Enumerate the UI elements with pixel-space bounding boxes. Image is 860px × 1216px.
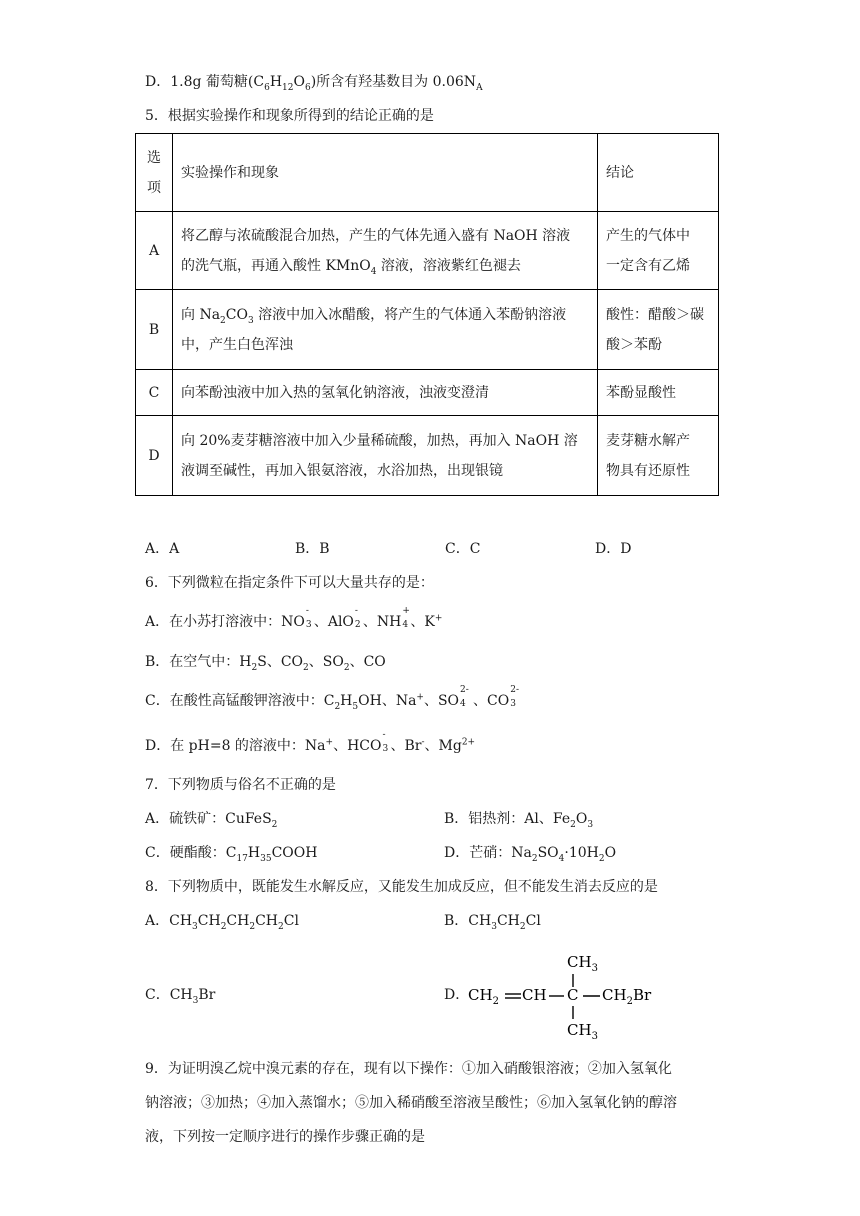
q9-stem-line-3: 液，下列按一定顺序进行的操作步骤正确的是 (145, 1129, 425, 1145)
q8-option-d[interactable]: D． (444, 987, 470, 1003)
q6-option-c[interactable]: C．在酸性高锰酸钾溶液中：$C_2H_5OH$、Na+、SO 2- 4 、CO 2- 3 (145, 685, 520, 712)
q8-stem: 8．下列物质中，既能发生水解反应，又能发生加成反应，但不能发生消去反应的是 (145, 879, 658, 895)
row-conclusion: 麦芽糖水解产 物具有还原性 (598, 416, 719, 496)
q8-option-c[interactable]: C．$CH_3Br$ (145, 987, 216, 1006)
struct-ch2: $CH_2$ (468, 986, 499, 1007)
row-option: D (136, 416, 173, 496)
row-operation: 向苯酚浊液中加入热的氢氧化钠溶液，浊液变澄清 (173, 370, 598, 416)
struct-ch2br: $CH_2Br$ (602, 986, 652, 1007)
q6-option-b[interactable]: B．在空气中：$H_2S$、$CO_2$、$SO_2$、CO (145, 654, 386, 673)
header-option: 选 项 (136, 134, 173, 212)
row-conclusion: 产生的气体中 一定含有乙烯 (598, 212, 719, 290)
q7-option-a[interactable]: A．硫铁矿：CuFeS$_2$ (145, 811, 278, 830)
q7-option-c[interactable]: C．硬酯酸：$C_{17}H_{35}COOH$ (145, 845, 318, 864)
row-operation: 向 20%麦芽糖溶液中加入少量稀硫酸，加热，再加入 NaOH 溶 液调至碱性，再加入银氨溶液，水浴加热，出现银镜 (173, 416, 598, 496)
q6-option-d[interactable]: D．在 pH=8 的溶液中：Na+、HCO - 3 、Br-、$Mg^{2+}$ (145, 730, 476, 754)
row-operation: 向 $Na_2CO_3$ 溶液中加入冰醋酸，将产生的气体通入苯酚钠溶液 中，产生白色浑浊 (173, 290, 598, 370)
row-operation: 将乙醇与浓硫酸混合加热，产生的气体先通入盛有 NaOH 溶液 的洗气瓶，再通入酸性 KMnO$_4$ 溶液，溶液紫红色褪去 (173, 212, 598, 290)
q9-stem-line-2: 钠溶液；③加热；④加入蒸馏水；⑤加入稀硝酸至溶液呈酸性；⑥加入氢氧化钠的醇溶 (145, 1095, 677, 1111)
table-header-row (136, 134, 719, 212)
q5-stem: 5．根据实验操作和现象所得到的结论正确的是 (145, 108, 434, 124)
q6-option-a[interactable]: A．在小苏打溶液中：NO - 3 、AlO - 2 、NH + 4 、K+ (145, 606, 443, 630)
q6-stem: 6．下列微粒在指定条件下可以大量共存的是： (145, 575, 434, 591)
q8-structure-diagram (466, 950, 656, 1042)
table-row (136, 212, 719, 290)
q5-option-b[interactable]: B．B (295, 541, 330, 557)
table-row (136, 416, 719, 496)
q4-option-d: D．1.8g 葡萄糖$(C_6H_{12}O_6)$所含有羟基数目为 $0.06N_A$ (145, 74, 483, 93)
row-option: A (136, 212, 173, 290)
q5-option-a[interactable]: A．A (145, 541, 180, 557)
q8-option-a[interactable]: A．$CH_3CH_2CH_2CH_2Cl$ (145, 913, 299, 932)
row-conclusion: 酸性：醋酸＞碳 酸＞苯酚 (598, 290, 719, 370)
q9-stem-line-1: 9．为证明溴乙烷中溴元素的存在，现有以下操作：①加入硝酸银溶液；②加入氢氧化 (145, 1061, 672, 1077)
struct-ch: CH (522, 986, 547, 1004)
header-conclusion: 结论 (598, 134, 719, 212)
q7-option-b[interactable]: B．铝热剂：Al、$Fe_2O_3$ (444, 811, 594, 830)
struct-c: C (567, 986, 579, 1004)
header-operation: 实验操作和现象 (173, 134, 598, 212)
q7-option-d[interactable]: D．芒硝：$Na_2SO_4\cdot 10H_2O$ (444, 845, 617, 864)
q7-stem: 7．下列物质与俗名不正确的是 (145, 777, 336, 793)
q5-table (135, 133, 719, 496)
q5-option-c[interactable]: C．C (445, 541, 481, 557)
struct-bottom-ch3: $CH_3$ (567, 1021, 598, 1042)
row-option: B (136, 290, 173, 370)
q8-option-b[interactable]: B．$CH_3CH_2Cl$ (444, 913, 541, 932)
row-option: C (136, 370, 173, 416)
table-row (136, 290, 719, 370)
row-conclusion: 苯酚显酸性 (598, 370, 719, 416)
struct-top-ch3: $CH_3$ (567, 953, 598, 974)
table-row (136, 370, 719, 416)
q5-option-d[interactable]: D．D (595, 541, 632, 557)
